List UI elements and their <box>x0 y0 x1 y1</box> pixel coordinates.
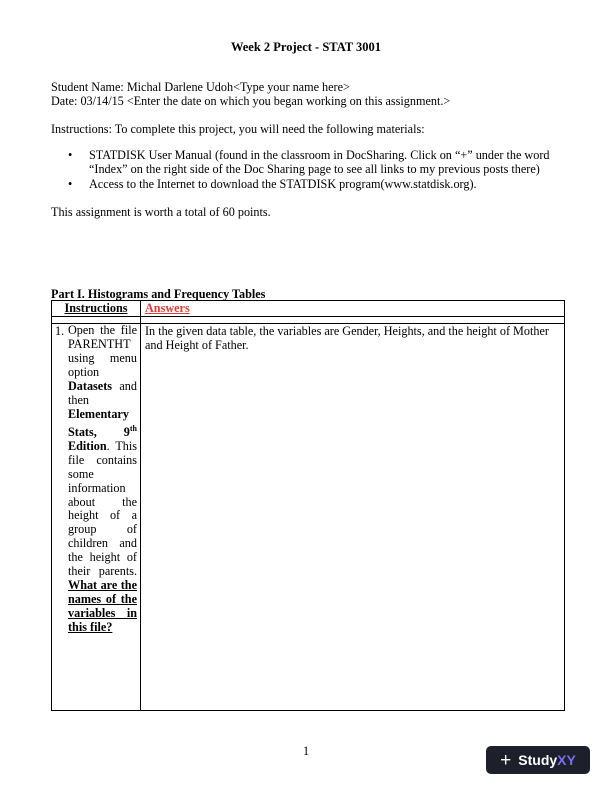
header-instructions: Instructions <box>52 301 141 317</box>
document-title: Week 2 Project - STAT 3001 <box>230 40 382 54</box>
brand-text-xy: XY <box>557 752 576 768</box>
instruction-text: Open the file PARENTHT using menu option Datasets and then Elementary Stats, 9th Edition. This file contains some information about the height of a group of children and the height of their parents. What are the names of the variables in this file? <box>68 323 137 635</box>
materials-list <box>68 148 568 192</box>
bullet-icon: • <box>68 148 73 162</box>
part-title: Part I. Histograms and Frequency Tables <box>51 287 266 301</box>
list-item-text: Access to the Internet to download the STATDISK program(www.statdisk.org). <box>89 177 477 191</box>
item-number: 1. <box>55 324 65 338</box>
list-item <box>68 148 568 176</box>
date-line: Date: 03/14/15 <Enter the date on which you began working on this assignment.> <box>51 94 451 108</box>
studyxy-watermark <box>486 746 590 774</box>
question-text: What are the names of the variables in this file? <box>68 578 137 635</box>
brand-text-study: Study <box>518 752 558 768</box>
answer-cell: In the given data table, the variables are Gender, Heights, and the height of Mother and Height of Father. <box>141 324 565 711</box>
student-name-line: Student Name: Michal Darlene Udoh<Type your name here> <box>51 80 350 94</box>
instructions-line: Instructions: To complete this project, you will need the following materials: <box>51 122 425 136</box>
project-table <box>51 300 565 711</box>
plus-icon: + <box>500 749 512 771</box>
page-number: 1 <box>302 744 310 758</box>
header-answers: Answers <box>141 301 565 317</box>
instruction-cell <box>52 324 141 711</box>
worth-line: This assignment is worth a total of 60 points. <box>51 205 271 219</box>
bullet-icon: • <box>68 177 73 191</box>
list-item-text: STATDISK User Manual (found in the classroom in DocSharing. Click on “+” under the word “Index” on the right side of the Doc Sharing page to see all links to my previous posts there) <box>89 148 550 176</box>
table-row <box>52 324 565 711</box>
list-item <box>68 177 568 191</box>
table-header-row <box>52 301 565 317</box>
